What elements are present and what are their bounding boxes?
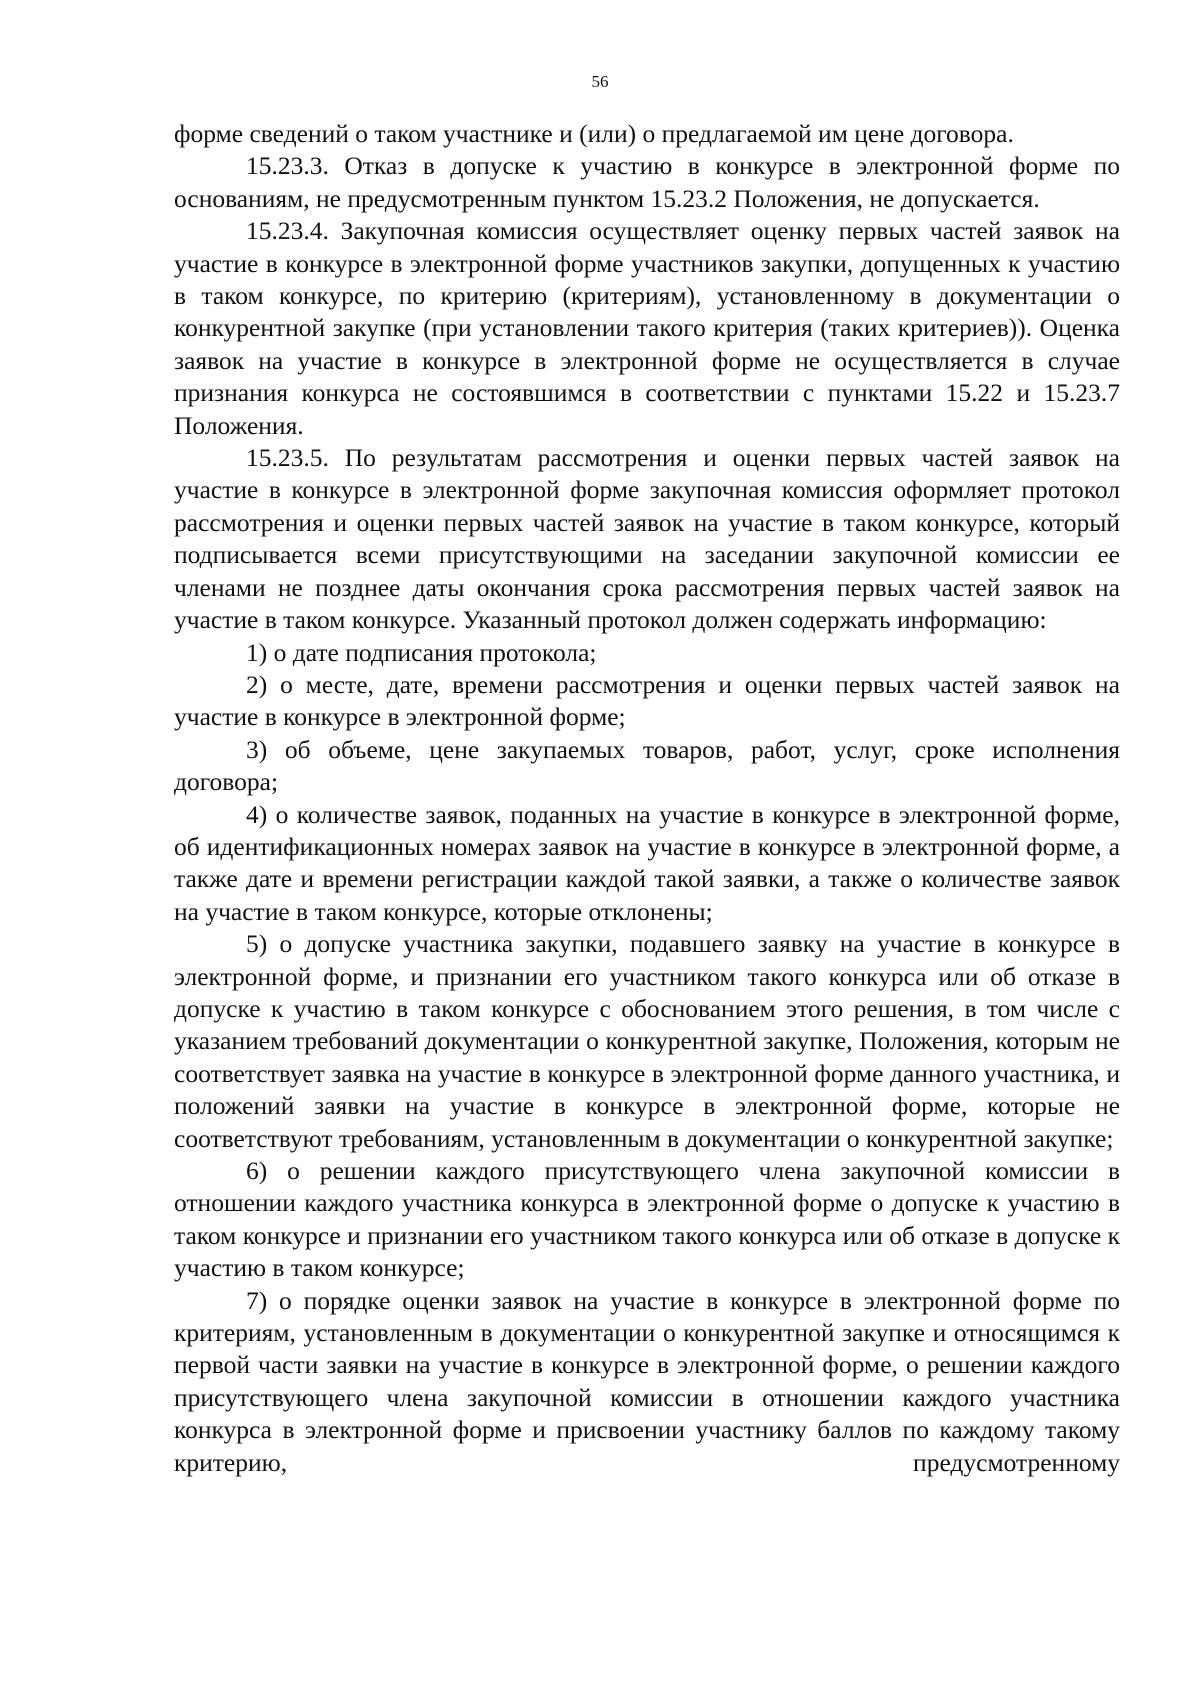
document-body [174,118,1120,1479]
list-item-4: 4) о количестве заявок, поданных на участие в конкурсе в электронной форме, об идентификационных номерах заявок на участие в конкурсе в электронной форме, а также дате и времени регистрации каждой такой заявки, а также о количестве заявок на участие в таком конкурсе, которые отклонены; [174,799,1120,926]
paragraph-15-23-4: 15.23.4. Закупочная комиссия осуществляет оценку первых частей заявок на участие в конкурсе в электронной форме участников закупки, допущенных к участию в таком конкурсе, по критерию (критериям), установленному в документации о конкурентной закупке (при установлении такого критерия (таких критериев)). Оценка заявок на участие в конкурсе в электронной форме не осуществляется в случае признания конкурса не состоявшимся в соответствии с пунктами 15.22 и 15.23.7 Положения. [174,216,1120,440]
list-item-3: 3) об объеме, цене закупаемых товаров, работ, услуг, сроке исполнения договора; [174,734,1120,797]
list-item-5: 5) о допуске участника закупки, подавшего заявку на участие в конкурсе в электронной форме, и признании его участником такого конкурса или об отказе в допуске к участию в таком конкурсе с обоснованием этого решения, в том числе с указанием требований документации о конкурентной закупке, Положения, которым не соответствует заявка на участие в конкурсе в электронной форме данного участника, и положений заявки на участие в конкурсе в электронной форме, которые не соответствуют требованиям, установленным в документации о конкурентной закупке; [174,929,1120,1153]
list-item-6: 6) о решении каждого присутствующего члена закупочной комиссии в отношении каждого участника конкурса в электронной форме о допуске к участию в таком конкурсе и признании его участником такого конкурса или об отказе в допуске к участию в таком конкурсе; [174,1156,1120,1283]
paragraph-15-23-5: 15.23.5. По результатам рассмотрения и оценки первых частей заявок на участие в конкурсе в электронной форме закупочная комиссия оформляет протокол рассмотрения и оценки первых частей заявок на участие в таком конкурсе, который подписывается всеми присутствующими на заседании закупочной комиссии ее членами не позднее даты окончания срока рассмотрения первых частей заявок на участие в таком конкурсе. Указанный протокол должен содержать информацию: [174,443,1120,635]
list-item-1: 1) о дате подписания протокола; [246,637,597,667]
list-item-7: 7) о порядке оценки заявок на участие в конкурсе в электронной форме по критериям, установленным в документации о конкурентной закупке и относящимся к первой части заявки на участие в конкурсе в электронной форме, о решении каждого присутствующего члена закупочной комиссии в отношении каждого участника конкурса в электронной форме и присвоении участнику баллов по каждому такому критерию, предусмотренному [174,1285,1120,1477]
list-item-2: 2) о месте, дате, времени рассмотрения и оценки первых частей заявок на участие в конкурсе в электронной форме; [174,669,1120,732]
paragraph-15-23-3: 15.23.3. Отказ в допуске к участию в конкурсе в электронной форме по основаниям, не предусмотренным пунктом 15.23.2 Положения, не допускается. [174,151,1120,213]
paragraph-continuation: форме сведений о таком участнике и (или) о предлагаемой им цене договора. [174,119,1014,148]
page-number: 56 [591,72,609,91]
